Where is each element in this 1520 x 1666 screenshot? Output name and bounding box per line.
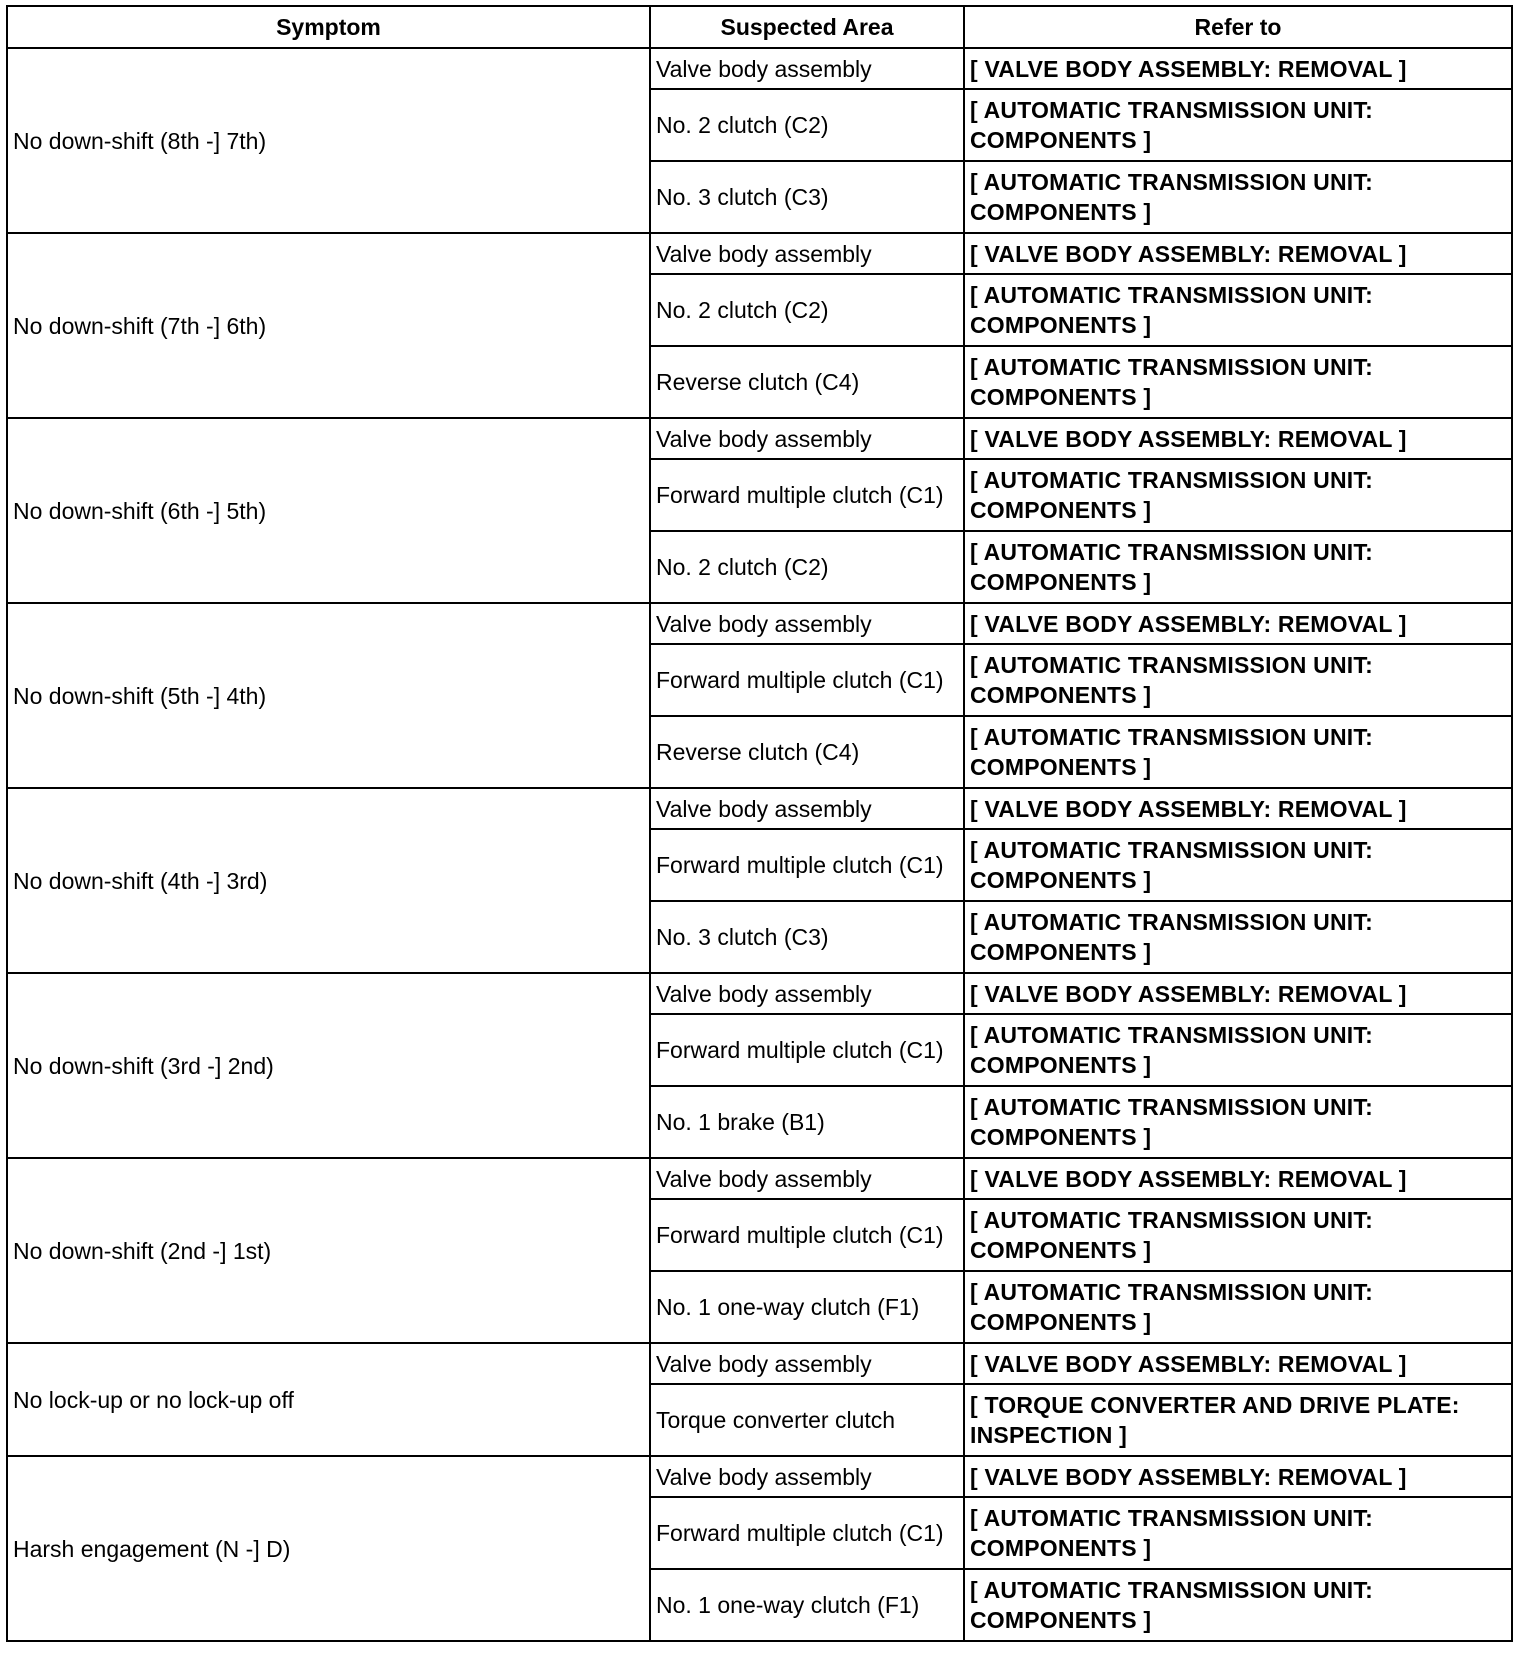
suspected-area-cell: No. 2 clutch (C2) — [650, 531, 964, 603]
refer-to-cell: [ AUTOMATIC TRANSMISSION UNIT: COMPONENTS ] — [964, 1569, 1512, 1641]
refer-to-cell: [ AUTOMATIC TRANSMISSION UNIT: COMPONENTS ] — [964, 1497, 1512, 1569]
header-suspected-area: Suspected Area — [650, 6, 964, 48]
refer-to-cell: [ AUTOMATIC TRANSMISSION UNIT: COMPONENTS ] — [964, 459, 1512, 531]
symptom-cell: No lock-up or no lock-up off — [7, 1343, 650, 1456]
symptom-cell: Harsh engagement (N -] D) — [7, 1456, 650, 1641]
table-row — [7, 1456, 1512, 1497]
symptom-cell: No down-shift (2nd -] 1st) — [7, 1158, 650, 1343]
refer-to-cell: [ AUTOMATIC TRANSMISSION UNIT: COMPONENTS ] — [964, 1271, 1512, 1343]
suspected-area-cell: No. 2 clutch (C2) — [650, 89, 964, 161]
refer-to-cell: [ AUTOMATIC TRANSMISSION UNIT: COMPONENTS ] — [964, 644, 1512, 716]
suspected-area-cell: Torque converter clutch — [650, 1384, 964, 1456]
header-row — [7, 6, 1512, 48]
refer-to-cell: [ AUTOMATIC TRANSMISSION UNIT: COMPONENTS ] — [964, 346, 1512, 418]
refer-to-cell: [ VALVE BODY ASSEMBLY: REMOVAL ] — [964, 48, 1512, 89]
symptom-cell: No down-shift (5th -] 4th) — [7, 603, 650, 788]
refer-to-cell: [ AUTOMATIC TRANSMISSION UNIT: COMPONENTS ] — [964, 829, 1512, 901]
refer-to-cell: [ VALVE BODY ASSEMBLY: REMOVAL ] — [964, 603, 1512, 644]
table-row — [7, 1158, 1512, 1199]
suspected-area-cell: Forward multiple clutch (C1) — [650, 829, 964, 901]
suspected-area-cell: Reverse clutch (C4) — [650, 716, 964, 788]
refer-to-cell: [ AUTOMATIC TRANSMISSION UNIT: COMPONENTS ] — [964, 901, 1512, 973]
suspected-area-cell: Forward multiple clutch (C1) — [650, 1014, 964, 1086]
refer-to-cell: [ AUTOMATIC TRANSMISSION UNIT: COMPONENTS ] — [964, 1199, 1512, 1271]
refer-to-cell: [ VALVE BODY ASSEMBLY: REMOVAL ] — [964, 418, 1512, 459]
suspected-area-cell: No. 3 clutch (C3) — [650, 901, 964, 973]
suspected-area-cell: Forward multiple clutch (C1) — [650, 1497, 964, 1569]
refer-to-cell: [ VALVE BODY ASSEMBLY: REMOVAL ] — [964, 1343, 1512, 1384]
header-refer-to: Refer to — [964, 6, 1512, 48]
symptom-cell: No down-shift (6th -] 5th) — [7, 418, 650, 603]
table-row — [7, 48, 1512, 89]
refer-to-cell: [ AUTOMATIC TRANSMISSION UNIT: COMPONENTS ] — [964, 1014, 1512, 1086]
suspected-area-cell: Forward multiple clutch (C1) — [650, 1199, 964, 1271]
suspected-area-cell: Valve body assembly — [650, 418, 964, 459]
table-row — [7, 973, 1512, 1014]
refer-to-cell: [ AUTOMATIC TRANSMISSION UNIT: COMPONENTS ] — [964, 161, 1512, 233]
suspected-area-cell: Valve body assembly — [650, 233, 964, 274]
refer-to-cell: [ AUTOMATIC TRANSMISSION UNIT: COMPONENTS ] — [964, 531, 1512, 603]
suspected-area-cell: Valve body assembly — [650, 973, 964, 1014]
suspected-area-cell: Valve body assembly — [650, 603, 964, 644]
refer-to-cell: [ TORQUE CONVERTER AND DRIVE PLATE: INSPECTION ] — [964, 1384, 1512, 1456]
suspected-area-cell: Valve body assembly — [650, 1456, 964, 1497]
suspected-area-cell: Forward multiple clutch (C1) — [650, 459, 964, 531]
suspected-area-cell: Valve body assembly — [650, 1158, 964, 1199]
suspected-area-cell: Valve body assembly — [650, 788, 964, 829]
suspected-area-cell: No. 1 brake (B1) — [650, 1086, 964, 1158]
refer-to-cell: [ AUTOMATIC TRANSMISSION UNIT: COMPONENTS ] — [964, 1086, 1512, 1158]
refer-to-cell: [ VALVE BODY ASSEMBLY: REMOVAL ] — [964, 788, 1512, 829]
table-row — [7, 418, 1512, 459]
table-row — [7, 603, 1512, 644]
table-row — [7, 788, 1512, 829]
refer-to-cell: [ VALVE BODY ASSEMBLY: REMOVAL ] — [964, 1456, 1512, 1497]
troubleshooting-table — [6, 5, 1513, 1642]
suspected-area-cell: Valve body assembly — [650, 1343, 964, 1384]
symptom-cell: No down-shift (7th -] 6th) — [7, 233, 650, 418]
symptom-cell: No down-shift (3rd -] 2nd) — [7, 973, 650, 1158]
suspected-area-cell: Valve body assembly — [650, 48, 964, 89]
refer-to-cell: [ VALVE BODY ASSEMBLY: REMOVAL ] — [964, 233, 1512, 274]
suspected-area-cell: No. 2 clutch (C2) — [650, 274, 964, 346]
table-body — [7, 48, 1512, 1641]
suspected-area-cell: No. 1 one-way clutch (F1) — [650, 1271, 964, 1343]
refer-to-cell: [ VALVE BODY ASSEMBLY: REMOVAL ] — [964, 1158, 1512, 1199]
suspected-area-cell: No. 3 clutch (C3) — [650, 161, 964, 233]
refer-to-cell: [ AUTOMATIC TRANSMISSION UNIT: COMPONENTS ] — [964, 716, 1512, 788]
symptom-cell: No down-shift (8th -] 7th) — [7, 48, 650, 233]
suspected-area-cell: No. 1 one-way clutch (F1) — [650, 1569, 964, 1641]
suspected-area-cell: Forward multiple clutch (C1) — [650, 644, 964, 716]
suspected-area-cell: Reverse clutch (C4) — [650, 346, 964, 418]
refer-to-cell: [ AUTOMATIC TRANSMISSION UNIT: COMPONENTS ] — [964, 89, 1512, 161]
refer-to-cell: [ VALVE BODY ASSEMBLY: REMOVAL ] — [964, 973, 1512, 1014]
table-row — [7, 233, 1512, 274]
table-row — [7, 1343, 1512, 1384]
symptom-cell: No down-shift (4th -] 3rd) — [7, 788, 650, 973]
header-symptom: Symptom — [7, 6, 650, 48]
refer-to-cell: [ AUTOMATIC TRANSMISSION UNIT: COMPONENTS ] — [964, 274, 1512, 346]
